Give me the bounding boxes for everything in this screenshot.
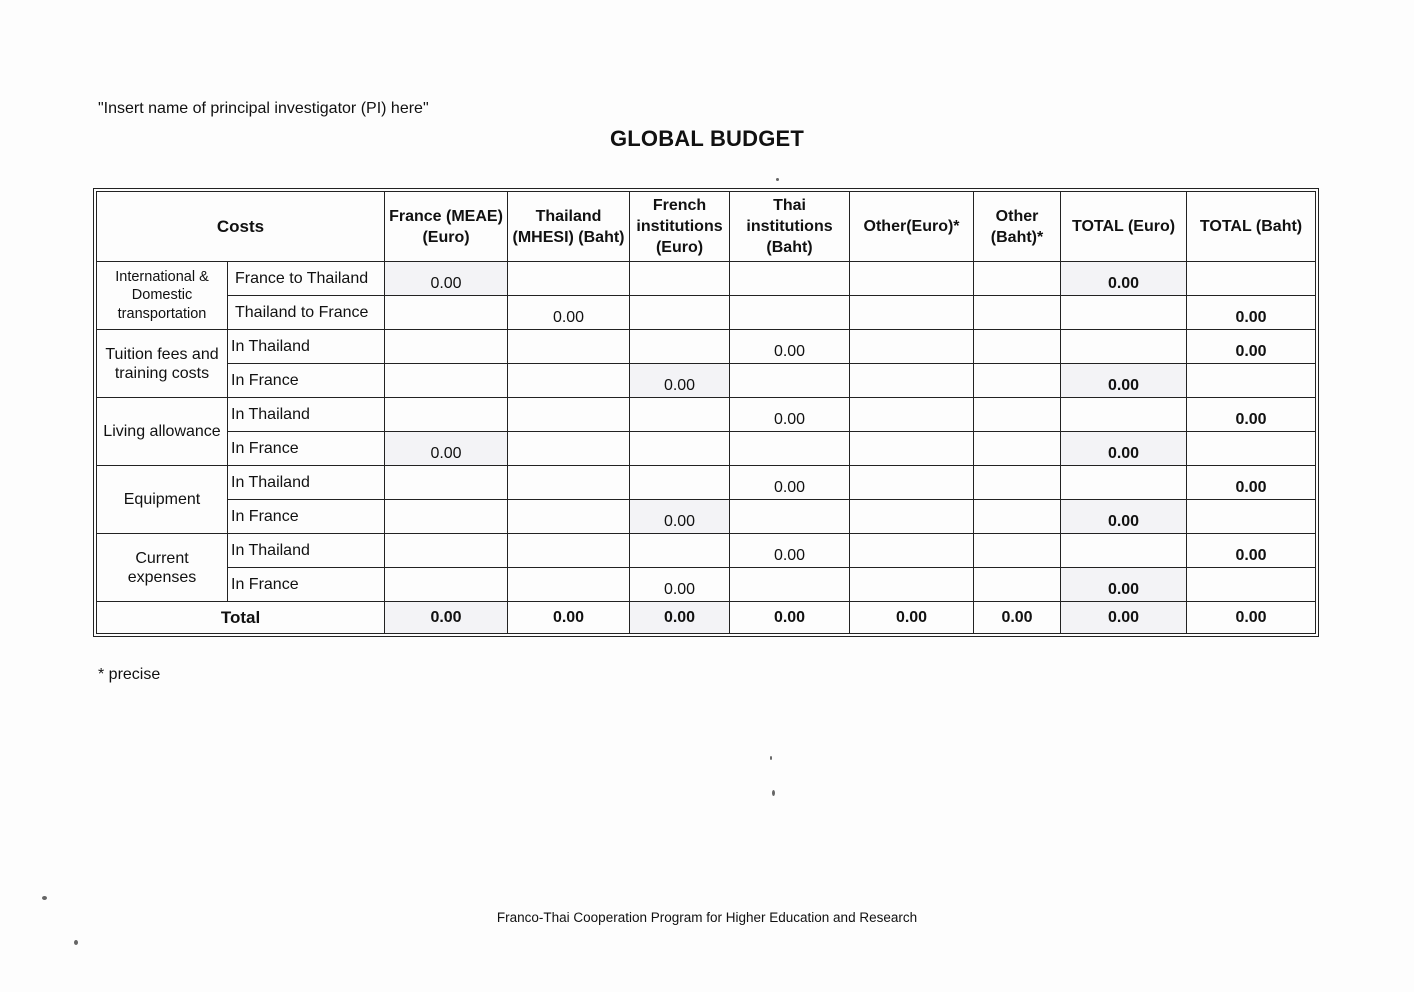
cell-france[interactable] [385, 534, 508, 568]
pi-name-placeholder: "Insert name of principal investigator (PI) here" [98, 100, 429, 117]
table-row [97, 568, 1316, 602]
footnote: * precise [98, 666, 161, 683]
column-header-thailand: Thailand (MHESI) (Baht) [508, 192, 630, 262]
cell-french-institutions[interactable] [630, 432, 730, 466]
total-thailand: 0.00 [508, 602, 630, 634]
cell-thailand[interactable] [508, 330, 630, 364]
sub-label: Thailand to France [228, 296, 385, 330]
cell-total-baht: 0.00 [1187, 330, 1316, 364]
column-header-other-baht: Other (Baht)* [974, 192, 1061, 262]
cell-total-baht [1187, 432, 1316, 466]
cell-thai-institutions[interactable]: 0.00 [730, 534, 850, 568]
total-thai-institutions: 0.00 [730, 602, 850, 634]
budget-table [96, 191, 1316, 634]
cell-thai-institutions[interactable]: 0.00 [730, 330, 850, 364]
cell-thailand[interactable] [508, 364, 630, 398]
scan-speck [772, 790, 775, 796]
cell-thai-institutions[interactable] [730, 296, 850, 330]
cell-thai-institutions[interactable] [730, 364, 850, 398]
cell-thailand[interactable] [508, 466, 630, 500]
total-french-institutions: 0.00 [630, 602, 730, 634]
cell-thailand[interactable] [508, 500, 630, 534]
scan-speck [74, 940, 78, 945]
column-header-costs: Costs [97, 192, 385, 262]
cell-france[interactable] [385, 466, 508, 500]
cell-other-euro[interactable] [850, 398, 974, 432]
column-header-total-baht: TOTAL (Baht) [1187, 192, 1316, 262]
budget-table-frame [93, 188, 1319, 637]
cell-total-baht [1187, 262, 1316, 296]
sub-label: In France [228, 364, 385, 398]
cell-total-baht: 0.00 [1187, 296, 1316, 330]
table-row [97, 330, 1316, 364]
cell-total-euro [1061, 330, 1187, 364]
cell-total-euro: 0.00 [1061, 568, 1187, 602]
cell-thai-institutions[interactable] [730, 432, 850, 466]
cell-total-euro [1061, 398, 1187, 432]
cell-thai-institutions[interactable]: 0.00 [730, 398, 850, 432]
cell-total-euro [1061, 466, 1187, 500]
cell-french-institutions[interactable]: 0.00 [630, 568, 730, 602]
cell-other-euro[interactable] [850, 262, 974, 296]
cell-french-institutions[interactable] [630, 466, 730, 500]
cell-thailand[interactable] [508, 568, 630, 602]
scan-speck [42, 896, 47, 900]
cell-other-baht[interactable] [974, 500, 1061, 534]
cell-total-euro [1061, 296, 1187, 330]
cell-total-baht [1187, 364, 1316, 398]
total-row [97, 602, 1316, 634]
sub-label: France to Thailand [228, 262, 385, 296]
total-total-baht: 0.00 [1187, 602, 1316, 634]
cell-other-baht[interactable] [974, 364, 1061, 398]
cell-thai-institutions[interactable]: 0.00 [730, 466, 850, 500]
cell-total-euro: 0.00 [1061, 364, 1187, 398]
cell-french-institutions[interactable] [630, 262, 730, 296]
cell-other-euro[interactable] [850, 568, 974, 602]
cell-total-baht [1187, 568, 1316, 602]
cell-thailand[interactable] [508, 432, 630, 466]
category-tuition: Tuition fees and training costs [97, 330, 228, 398]
column-header-total-euro: TOTAL (Euro) [1061, 192, 1187, 262]
header-row [97, 192, 1316, 262]
category-equipment: Equipment [97, 466, 228, 534]
cell-thailand[interactable]: 0.00 [508, 296, 630, 330]
sub-label: In Thailand [228, 534, 385, 568]
table-row [97, 500, 1316, 534]
cell-other-euro[interactable] [850, 466, 974, 500]
cell-other-euro[interactable] [850, 364, 974, 398]
cell-french-institutions[interactable] [630, 398, 730, 432]
table-row [97, 432, 1316, 466]
cell-total-euro: 0.00 [1061, 500, 1187, 534]
cell-thailand[interactable] [508, 398, 630, 432]
cell-thailand[interactable] [508, 534, 630, 568]
category-transportation: International & Domestic transportation [97, 262, 228, 330]
cell-other-baht[interactable] [974, 466, 1061, 500]
cell-other-baht[interactable] [974, 330, 1061, 364]
total-total-euro: 0.00 [1061, 602, 1187, 634]
total-other-euro: 0.00 [850, 602, 974, 634]
cell-france[interactable] [385, 330, 508, 364]
cell-france[interactable] [385, 398, 508, 432]
cell-thailand[interactable] [508, 262, 630, 296]
cell-french-institutions[interactable] [630, 296, 730, 330]
cell-other-baht[interactable] [974, 296, 1061, 330]
cell-other-baht[interactable] [974, 398, 1061, 432]
table-row [97, 466, 1316, 500]
scan-speck [770, 756, 772, 760]
total-label: Total [97, 602, 385, 634]
cell-other-baht[interactable] [974, 534, 1061, 568]
cell-france[interactable] [385, 500, 508, 534]
cell-france[interactable]: 0.00 [385, 262, 508, 296]
cell-total-euro: 0.00 [1061, 432, 1187, 466]
cell-thai-institutions[interactable] [730, 568, 850, 602]
cell-total-euro [1061, 534, 1187, 568]
cell-total-euro: 0.00 [1061, 262, 1187, 296]
cell-other-baht[interactable] [974, 262, 1061, 296]
category-current-expenses: Current expenses [97, 534, 228, 602]
cell-thai-institutions[interactable] [730, 262, 850, 296]
cell-total-baht: 0.00 [1187, 534, 1316, 568]
column-header-other-euro: Other(Euro)* [850, 192, 974, 262]
sub-label: In France [228, 500, 385, 534]
column-header-thai-institutions: Thai institutions (Baht) [730, 192, 850, 262]
scan-speck [776, 178, 779, 181]
table-row [97, 296, 1316, 330]
table-row [97, 398, 1316, 432]
cell-total-baht [1187, 500, 1316, 534]
table-row [97, 262, 1316, 296]
cell-other-euro[interactable] [850, 330, 974, 364]
cell-france[interactable] [385, 364, 508, 398]
sub-label: In France [228, 568, 385, 602]
total-other-baht: 0.00 [974, 602, 1061, 634]
cell-french-institutions[interactable] [630, 330, 730, 364]
cell-thai-institutions[interactable] [730, 500, 850, 534]
category-living-allowance: Living allowance [97, 398, 228, 466]
cell-other-euro[interactable] [850, 296, 974, 330]
cell-other-euro[interactable] [850, 432, 974, 466]
cell-other-euro[interactable] [850, 500, 974, 534]
table-row [97, 534, 1316, 568]
sub-label: In France [228, 432, 385, 466]
cell-other-euro[interactable] [850, 534, 974, 568]
sub-label: In Thailand [228, 330, 385, 364]
column-header-french-institutions: French institutions (Euro) [630, 192, 730, 262]
cell-french-institutions[interactable]: 0.00 [630, 364, 730, 398]
cell-france[interactable] [385, 296, 508, 330]
cell-total-baht: 0.00 [1187, 398, 1316, 432]
table-row [97, 364, 1316, 398]
cell-total-baht: 0.00 [1187, 466, 1316, 500]
cell-france[interactable] [385, 568, 508, 602]
cell-other-baht[interactable] [974, 568, 1061, 602]
page-footer: Franco-Thai Cooperation Program for Higher Education and Research [496, 910, 918, 925]
cell-french-institutions[interactable] [630, 534, 730, 568]
cell-france[interactable]: 0.00 [385, 432, 508, 466]
cell-other-baht[interactable] [974, 432, 1061, 466]
page-title: GLOBAL BUDGET [609, 126, 805, 151]
sub-label: In Thailand [228, 466, 385, 500]
column-header-france: France (MEAE) (Euro) [385, 192, 508, 262]
cell-french-institutions[interactable]: 0.00 [630, 500, 730, 534]
sub-label: In Thailand [228, 398, 385, 432]
total-france: 0.00 [385, 602, 508, 634]
